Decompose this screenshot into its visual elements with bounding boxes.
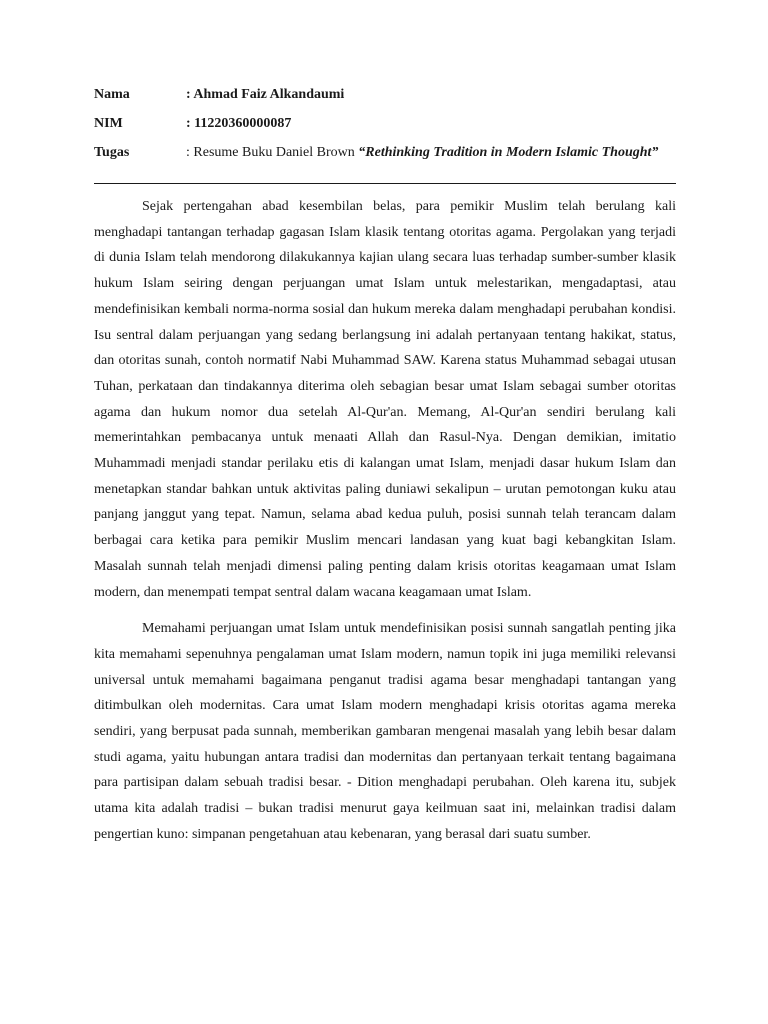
identity-header — [94, 86, 676, 182]
nim-row — [94, 115, 676, 144]
book-title: “Rethinking Tradition in Modern Islamic Thought” — [358, 145, 659, 160]
nim-label: NIM — [94, 116, 123, 131]
nama-row — [94, 86, 676, 115]
header-divider — [94, 183, 676, 184]
nama-label: Nama — [94, 87, 130, 102]
tugas-prefix: : Resume Buku Daniel Brown — [186, 145, 359, 160]
body-text — [94, 194, 676, 848]
paragraph-1: Sejak pertengahan abad kesembilan belas, para pemikir Muslim telah berulang kali menghadapi tantangan terhadap gagasan Islam klasik tentang otoritas agama. Pergolakan yang terjadi di dunia Islam telah mendorong dilakukannya kajian ulang secara luas terhadap sumber-sumber klasik hukum Islam seiring dengan perjuangan umat Islam untuk melestarikan, mengadaptasi, atau mendefinisikan kembali norma-norma sosial dan hukum mereka dalam menghadapi perubahan kondisi. Isu sentral dalam perjuangan yang sedang berlangsung ini adalah pertanyaan tentang hakikat, status, dan otoritas sunah, contoh normatif Nabi Muhammad SAW. Karena status Muhammad sebagai utusan Tuhan, perkataan dan tindakannya diterima oleh sebagian besar umat Islam sebagai sumber otoritas agama dan hukum nomor dua setelah Al-Qur'an. Memang, Al-Qur'an sendiri berulang kali memerintahkan pembacanya untuk menaati Allah dan Rasul-Nya. Dengan demikian, imitatio Muhammadi menjadi standar perilaku etis di kalangan umat Islam, menjadi dasar hukum Islam dan menetapkan standar bahkan untuk aktivitas paling duniawi sekalipun – urutan pemotongan kuku atau panjang janggut yang tepat. Namun, selama abad kedua puluh, posisi sunnah telah terancam dalam berbagai cara ketika para pemikir Muslim mencari landasan yang kuat bagi kebangkitan Islam. Masalah sunnah telah menjadi dimensi paling penting dalam krisis otoritas keagamaan umat Islam modern, dan menempati tempat sentral dalam wacana keagamaan umat Islam. — [94, 199, 676, 600]
paragraph-2: Memahami perjuangan umat Islam untuk mendefinisikan posisi sunnah sangatlah penting jika kita memahami sepenuhnya pengalaman umat Islam modern, namun topik ini juga memiliki relevansi universal untuk memahami bagaimana penganut tradisi agama besar menghadapi tantangan yang ditimbulkan oleh modernitas. Cara umat Islam modern menghadapi krisis otoritas agama mereka sendiri, yang berpusat pada sunnah, memberikan gambaran mengenai masalah yang lebih besar dalam studi agama, yaitu hubungan antara tradisi dan modernitas dan pertanyaan terkait tentang bagaimana para partisipan dalam sebuah tradisi besar. - Dition menghadapi perubahan. Oleh karena itu, subjek utama kita adalah tradisi – bukan tradisi menurut gaya keilmuan saat ini, melainkan tradisi dalam pengertian kuno: simpanan pengetahuan atau kebenaran, yang berasal dari suatu sumber. — [94, 621, 676, 842]
tugas-row — [94, 144, 676, 182]
tugas-value — [186, 144, 676, 182]
tugas-label: Tugas — [94, 145, 130, 160]
nim-value: : 11220360000087 — [186, 116, 292, 131]
nama-value: : Ahmad Faiz Alkandaumi — [186, 87, 345, 102]
